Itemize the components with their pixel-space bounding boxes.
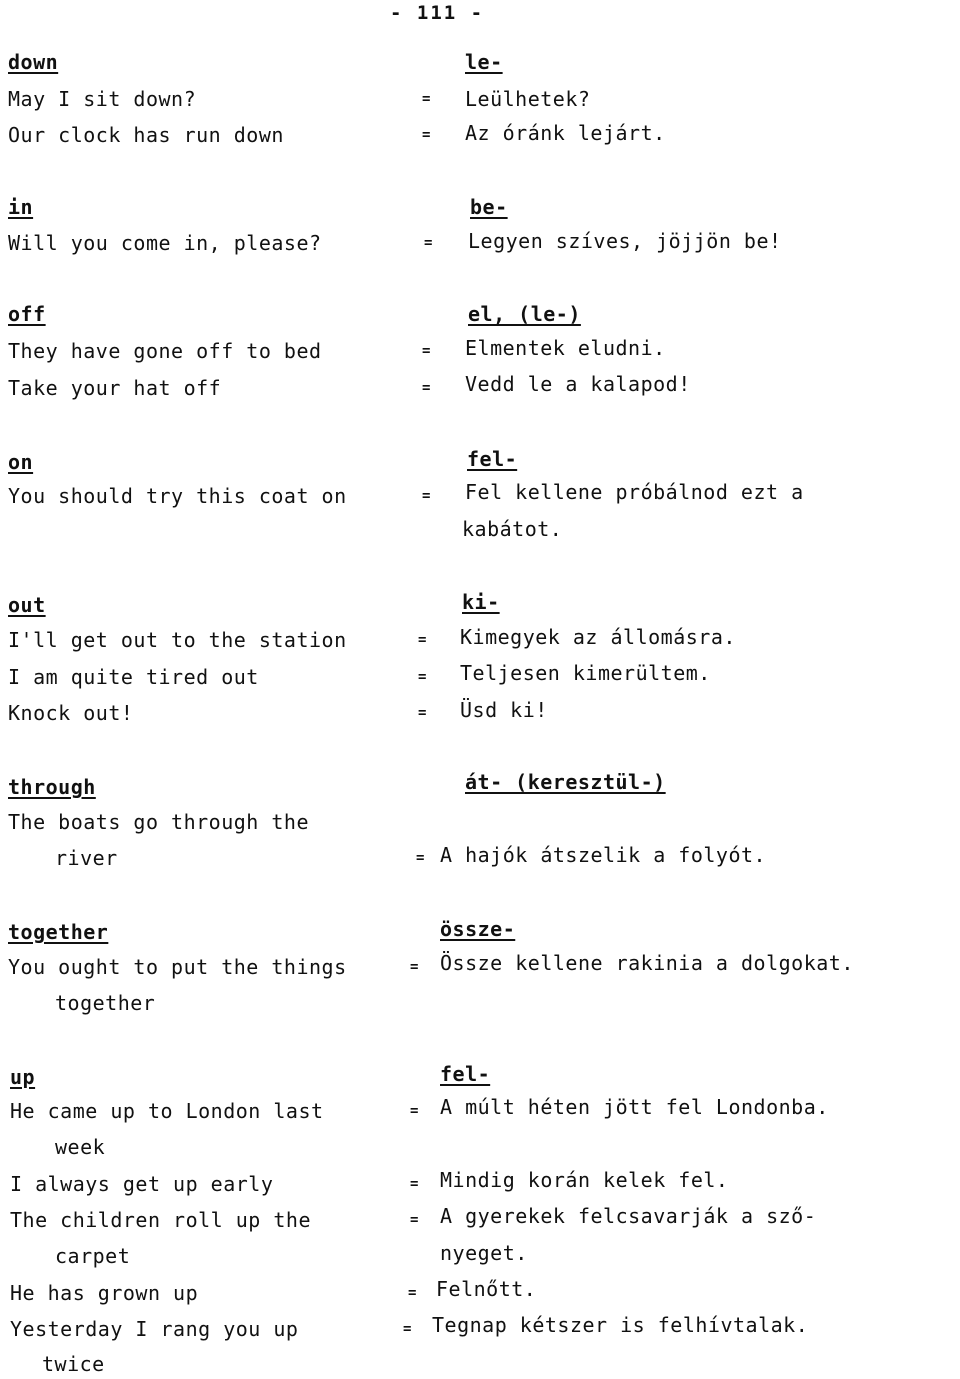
equals-sign: = bbox=[422, 343, 431, 359]
equals-sign: = bbox=[403, 1321, 412, 1337]
equals-sign: = bbox=[410, 1176, 419, 1192]
english-sentence: I always get up early bbox=[10, 1172, 274, 1196]
hungarian-sentence: Az óránk lejárt. bbox=[465, 121, 666, 145]
equals-sign: = bbox=[418, 669, 427, 685]
hungarian-sentence: Teljesen kimerültem. bbox=[460, 661, 711, 685]
section-heading-english: in bbox=[8, 195, 34, 219]
equals-sign: = bbox=[422, 127, 431, 143]
english-sentence: The children roll up the bbox=[10, 1208, 311, 1232]
hungarian-sentence: Fel kellene próbálnod ezt a bbox=[465, 480, 804, 504]
section-heading-english: out bbox=[8, 593, 46, 617]
hungarian-sentence: Elmentek eludni. bbox=[465, 336, 666, 360]
equals-sign: = bbox=[422, 91, 431, 107]
section-heading-english: through bbox=[8, 775, 96, 799]
section-heading-english: off bbox=[8, 302, 46, 326]
english-sentence: Knock out! bbox=[8, 701, 134, 725]
equals-sign: = bbox=[410, 1103, 419, 1119]
hungarian-sentence: Kimegyek az állomásra. bbox=[460, 625, 736, 649]
english-sentence: The boats go through the bbox=[8, 810, 309, 834]
english-sentence: You should try this coat on bbox=[8, 484, 347, 508]
hungarian-sentence: Össze kellene rakinia a dolgokat. bbox=[440, 951, 854, 975]
hungarian-sentence: A hajók átszelik a folyót. bbox=[440, 843, 767, 867]
section-heading-hungarian: fel- bbox=[440, 1062, 491, 1086]
hungarian-sentence: Felnőtt. bbox=[436, 1277, 537, 1301]
hungarian-sentence: Tegnap kétszer is felhívtalak. bbox=[432, 1313, 809, 1337]
english-sentence: May I sit down? bbox=[8, 87, 197, 111]
english-sentence: They have gone off to bed bbox=[8, 339, 322, 363]
equals-sign: = bbox=[410, 959, 419, 975]
hungarian-sentence: Leülhetek? bbox=[465, 87, 591, 111]
section-heading-english: up bbox=[10, 1065, 36, 1089]
hungarian-sentence: Üsd ki! bbox=[460, 698, 548, 722]
equals-sign: = bbox=[416, 850, 425, 866]
equals-sign: = bbox=[418, 705, 427, 721]
equals-sign: = bbox=[410, 1212, 419, 1228]
english-sentence-continued: river bbox=[55, 846, 118, 870]
english-sentence-continued: week bbox=[55, 1135, 106, 1159]
hungarian-sentence: Mindig korán kelek fel. bbox=[440, 1168, 729, 1192]
english-sentence: I am quite tired out bbox=[8, 665, 259, 689]
english-sentence: Our clock has run down bbox=[8, 123, 284, 147]
english-sentence-continued: carpet bbox=[55, 1244, 131, 1268]
english-sentence: Will you come in, please? bbox=[8, 231, 322, 255]
english-sentence: He has grown up bbox=[10, 1281, 199, 1305]
hungarian-sentence-continued: kabátot. bbox=[462, 517, 563, 541]
section-heading-hungarian: el, (le-) bbox=[468, 302, 581, 326]
section-heading-hungarian: össze- bbox=[440, 917, 516, 941]
equals-sign: = bbox=[408, 1285, 417, 1301]
equals-sign: = bbox=[418, 632, 427, 648]
english-sentence: You ought to put the things bbox=[8, 955, 347, 979]
hungarian-sentence: Legyen szíves, jöjjön be! bbox=[468, 229, 782, 253]
section-heading-hungarian: át- (keresztül-) bbox=[465, 770, 666, 794]
section-heading-english: on bbox=[8, 450, 34, 474]
hungarian-sentence: A gyerekek felcsavarják a sző- bbox=[440, 1204, 817, 1228]
english-sentence: I'll get out to the station bbox=[8, 628, 347, 652]
section-heading-english: down bbox=[8, 50, 59, 74]
section-heading-english: together bbox=[8, 920, 109, 944]
section-heading-hungarian: ki- bbox=[462, 590, 500, 614]
english-sentence: He came up to London last bbox=[10, 1099, 324, 1123]
section-heading-hungarian: be- bbox=[470, 195, 508, 219]
equals-sign: = bbox=[422, 380, 431, 396]
hungarian-sentence: A múlt héten jött fel Londonba. bbox=[440, 1095, 829, 1119]
section-heading-hungarian: le- bbox=[465, 50, 503, 74]
equals-sign: = bbox=[424, 235, 433, 251]
english-sentence: Take your hat off bbox=[8, 376, 222, 400]
equals-sign: = bbox=[422, 488, 431, 504]
page-number: - 111 - bbox=[390, 2, 485, 24]
english-sentence-continued: together bbox=[55, 991, 156, 1015]
english-sentence-continued: twice bbox=[42, 1352, 105, 1376]
hungarian-sentence: Vedd le a kalapod! bbox=[465, 372, 691, 396]
english-sentence: Yesterday I rang you up bbox=[10, 1317, 299, 1341]
hungarian-sentence-continued: nyeget. bbox=[440, 1241, 528, 1265]
section-heading-hungarian: fel- bbox=[467, 447, 518, 471]
